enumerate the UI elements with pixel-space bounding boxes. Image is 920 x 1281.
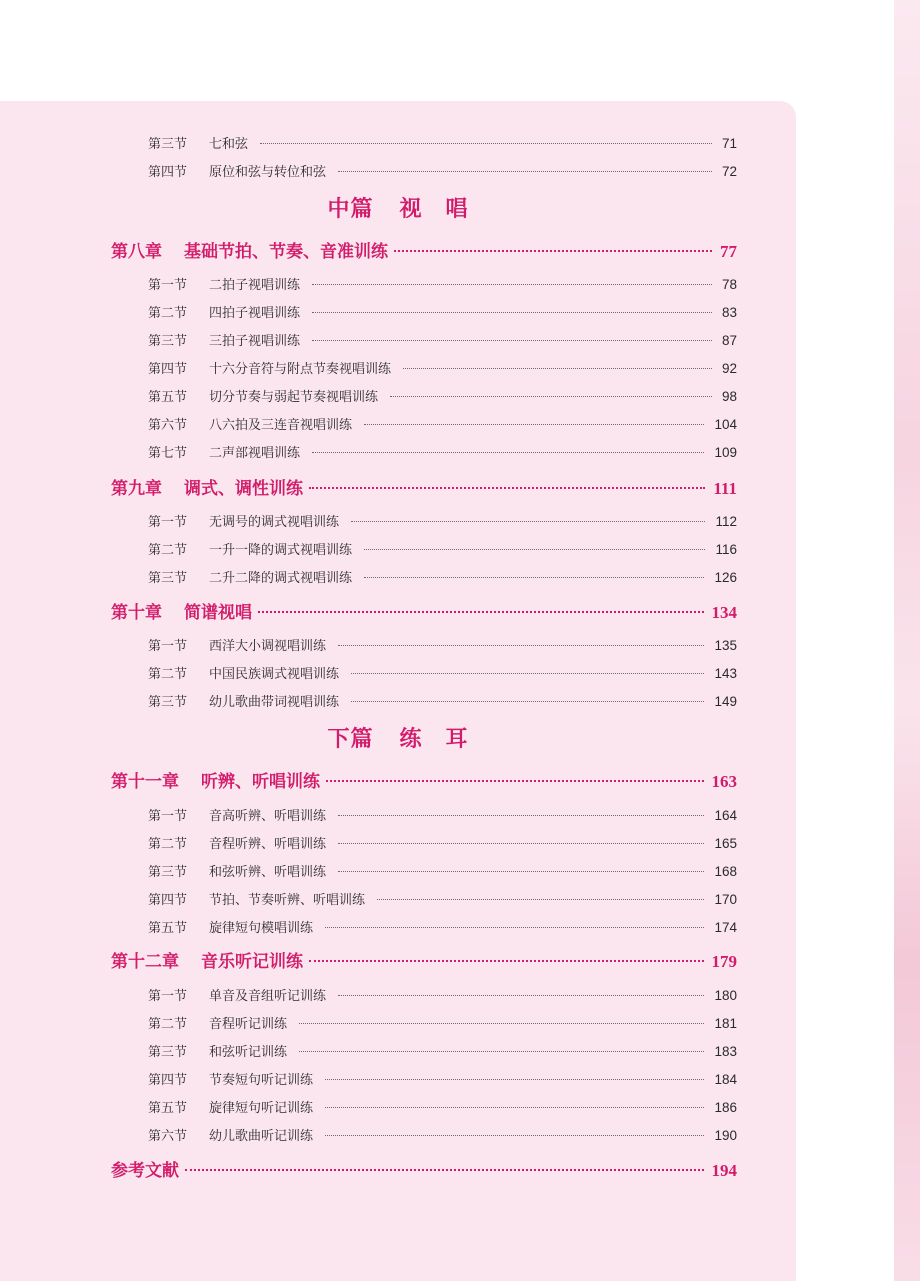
toc-section-row[interactable] xyxy=(148,833,737,855)
section-title: 二升二降的调式视唱训练 xyxy=(209,571,353,586)
section-title: 音高听辨、听唱训练 xyxy=(209,809,327,824)
dot-leader xyxy=(351,701,704,702)
dot-leader xyxy=(338,171,712,172)
section-title: 二拍子视唱训练 xyxy=(209,278,301,293)
dot-leader xyxy=(312,340,712,341)
dot-leader xyxy=(299,1051,704,1052)
chapter-title: 基础节拍、节奏、音准训练 xyxy=(184,242,388,262)
part-name: 中篇 xyxy=(327,197,374,222)
chapter-title: 调式、调性训练 xyxy=(184,479,303,499)
chapter-label: 第八章 xyxy=(111,242,162,262)
toc-section-row[interactable] xyxy=(148,1097,737,1119)
section-title: 中国民族调式视唱训练 xyxy=(209,667,340,682)
section-label: 第一节 xyxy=(148,278,188,293)
page-number: 78 xyxy=(721,277,737,292)
toc-chapter-row[interactable] xyxy=(111,767,737,795)
dot-leader xyxy=(312,284,712,285)
section-title: 无调号的调式视唱训练 xyxy=(209,515,340,530)
chapter-label: 第十章 xyxy=(111,603,162,623)
page-number: 165 xyxy=(714,836,737,851)
page-number: 181 xyxy=(714,1016,737,1031)
section-label: 第三节 xyxy=(148,334,188,349)
dot-leader xyxy=(364,577,704,578)
page-number: 77 xyxy=(720,242,737,261)
toc-section-row[interactable] xyxy=(148,133,737,155)
dot-leader xyxy=(260,143,712,144)
page-number: 71 xyxy=(721,136,737,151)
section-label: 第二节 xyxy=(148,543,188,558)
section-label: 第五节 xyxy=(148,390,188,405)
section-title: 音程听辨、听唱训练 xyxy=(209,837,327,852)
section-label: 第六节 xyxy=(148,418,188,433)
page-number: 134 xyxy=(711,603,737,622)
section-label: 第五节 xyxy=(148,1101,188,1116)
dot-leader xyxy=(338,843,704,844)
page-number: 135 xyxy=(714,638,737,653)
section-title: 幼儿歌曲带词视唱训练 xyxy=(209,695,340,710)
toc-section-row[interactable] xyxy=(148,567,737,589)
toc-chapter-row[interactable] xyxy=(111,947,737,975)
page-number: 183 xyxy=(714,1044,737,1059)
section-title: 幼儿歌曲听记训练 xyxy=(209,1129,314,1144)
page-number: 83 xyxy=(721,305,737,320)
section-label: 第三节 xyxy=(148,137,188,152)
section-label: 第一节 xyxy=(148,639,188,654)
dot-leader xyxy=(351,673,704,674)
section-label: 第三节 xyxy=(148,695,188,710)
dot-leader xyxy=(390,396,712,397)
section-label: 第二节 xyxy=(148,1017,188,1032)
toc-section-row[interactable] xyxy=(148,691,737,713)
section-title: 七和弦 xyxy=(209,137,249,152)
section-title: 西洋大小调视唱训练 xyxy=(209,639,327,654)
dot-leader xyxy=(312,452,704,453)
section-title: 和弦听记训练 xyxy=(209,1045,288,1060)
page-number: 170 xyxy=(714,892,737,907)
part-heading-middle xyxy=(0,192,796,223)
section-title: 一升一降的调式视唱训练 xyxy=(209,543,353,558)
page-number: 112 xyxy=(715,514,737,529)
toc-section-row[interactable] xyxy=(148,861,737,883)
chapter-label: 第十一章 xyxy=(111,772,179,792)
page-number: 180 xyxy=(714,988,737,1003)
section-label: 第三节 xyxy=(148,1045,188,1060)
dot-leader xyxy=(394,250,712,252)
toc-section-row[interactable] xyxy=(148,442,737,464)
toc-section-row[interactable] xyxy=(148,414,737,436)
dot-leader xyxy=(312,312,712,313)
page-number: 174 xyxy=(714,920,737,935)
toc-section-row[interactable] xyxy=(148,330,737,352)
section-title: 四拍子视唱训练 xyxy=(209,306,301,321)
page-number: 164 xyxy=(714,808,737,823)
page-number: 179 xyxy=(711,952,737,971)
page-number: 163 xyxy=(711,772,737,791)
dot-leader xyxy=(326,780,704,782)
chapter-title: 音乐听记训练 xyxy=(201,952,303,972)
section-title: 原位和弦与转位和弦 xyxy=(209,165,327,180)
section-label: 第四节 xyxy=(148,362,188,377)
dot-leader xyxy=(364,549,705,550)
page-number: 168 xyxy=(714,864,737,879)
dot-leader xyxy=(377,899,704,900)
section-label: 第一节 xyxy=(148,809,188,824)
toc-section-row[interactable] xyxy=(148,274,737,296)
part-name: 下篇 xyxy=(327,727,374,752)
dot-leader xyxy=(325,1079,704,1080)
section-label: 第六节 xyxy=(148,1129,188,1144)
section-label: 第四节 xyxy=(148,893,188,908)
section-label: 第一节 xyxy=(148,989,188,1004)
part-subject: 视 唱 xyxy=(399,197,469,222)
toc-section-row[interactable] xyxy=(148,302,737,324)
toc-references-row[interactable] xyxy=(111,1156,737,1184)
section-label: 第三节 xyxy=(148,865,188,880)
dot-leader xyxy=(325,1135,704,1136)
section-title: 和弦听辨、听唱训练 xyxy=(209,865,327,880)
toc-chapter-row[interactable] xyxy=(111,598,737,626)
page-number: 194 xyxy=(711,1161,737,1180)
section-label: 第一节 xyxy=(148,515,188,530)
page-number: 109 xyxy=(714,445,737,460)
section-label: 第四节 xyxy=(148,165,188,180)
dot-leader xyxy=(403,368,712,369)
dot-leader xyxy=(338,815,704,816)
section-title: 节拍、节奏听辨、听唱训练 xyxy=(209,893,366,908)
toc-section-row[interactable] xyxy=(148,1041,737,1063)
dot-leader xyxy=(309,487,705,489)
toc-section-row[interactable] xyxy=(148,985,737,1007)
page-number: 98 xyxy=(721,389,737,404)
toc-section-row[interactable] xyxy=(148,539,737,561)
dot-leader xyxy=(338,871,704,872)
page-number: 186 xyxy=(714,1100,737,1115)
section-title: 旋律短句模唱训练 xyxy=(209,921,314,936)
toc-section-row[interactable] xyxy=(148,1013,737,1035)
toc-section-row[interactable] xyxy=(148,161,737,183)
section-title: 单音及音组听记训练 xyxy=(209,989,327,1004)
section-title: 旋律短句听记训练 xyxy=(209,1101,314,1116)
section-title: 八六拍及三连音视唱训练 xyxy=(209,418,353,433)
dot-leader xyxy=(299,1023,704,1024)
chapter-title: 听辨、听唱训练 xyxy=(201,772,320,792)
page-number: 149 xyxy=(714,694,737,709)
page-number: 190 xyxy=(714,1128,737,1143)
toc-section-row[interactable] xyxy=(148,663,737,685)
toc-section-row[interactable] xyxy=(148,917,737,939)
dot-leader xyxy=(258,611,704,613)
toc-chapter-row[interactable] xyxy=(111,237,737,265)
part-subject: 练 耳 xyxy=(399,727,469,752)
toc-section-row[interactable] xyxy=(148,889,737,911)
chapter-label: 第九章 xyxy=(111,479,162,499)
section-label: 第三节 xyxy=(148,571,188,586)
page-number: 116 xyxy=(715,542,737,557)
references-title: 参考文献 xyxy=(111,1161,179,1181)
section-label: 第二节 xyxy=(148,667,188,682)
section-title: 节奏短句听记训练 xyxy=(209,1073,314,1088)
page-number: 92 xyxy=(721,361,737,376)
section-title: 十六分音符与附点节奏视唱训练 xyxy=(209,362,392,377)
page-number: 126 xyxy=(714,570,737,585)
page-number: 72 xyxy=(721,164,737,179)
dot-leader xyxy=(338,645,704,646)
toc-section-row[interactable] xyxy=(148,386,737,408)
toc-section-row[interactable] xyxy=(148,511,737,533)
part-heading-lower xyxy=(0,722,796,753)
dot-leader xyxy=(185,1169,704,1171)
chapter-label: 第十二章 xyxy=(111,952,179,972)
dot-leader xyxy=(309,960,704,962)
dot-leader xyxy=(364,424,704,425)
page-number: 87 xyxy=(721,333,737,348)
page-number: 104 xyxy=(714,417,737,432)
section-label: 第二节 xyxy=(148,306,188,321)
section-label: 第五节 xyxy=(148,921,188,936)
toc-section-row[interactable] xyxy=(148,635,737,657)
toc-section-row[interactable] xyxy=(148,805,737,827)
section-title: 三拍子视唱训练 xyxy=(209,334,301,349)
section-label: 第二节 xyxy=(148,837,188,852)
toc-section-row[interactable] xyxy=(148,1125,737,1147)
page-number: 111 xyxy=(713,479,737,498)
section-title: 音程听记训练 xyxy=(209,1017,288,1032)
dot-leader xyxy=(351,521,705,522)
toc-chapter-row[interactable] xyxy=(111,474,737,502)
dot-leader xyxy=(338,995,704,996)
section-label: 第七节 xyxy=(148,446,188,461)
section-title: 切分节奏与弱起节奏视唱训练 xyxy=(209,390,379,405)
chapter-title: 简谱视唱 xyxy=(184,603,252,623)
page-number: 184 xyxy=(714,1072,737,1087)
section-label: 第四节 xyxy=(148,1073,188,1088)
toc-section-row[interactable] xyxy=(148,1069,737,1091)
dot-leader xyxy=(325,927,704,928)
section-title: 二声部视唱训练 xyxy=(209,446,301,461)
toc-section-row[interactable] xyxy=(148,358,737,380)
dot-leader xyxy=(325,1107,704,1108)
page-number: 143 xyxy=(714,666,737,681)
